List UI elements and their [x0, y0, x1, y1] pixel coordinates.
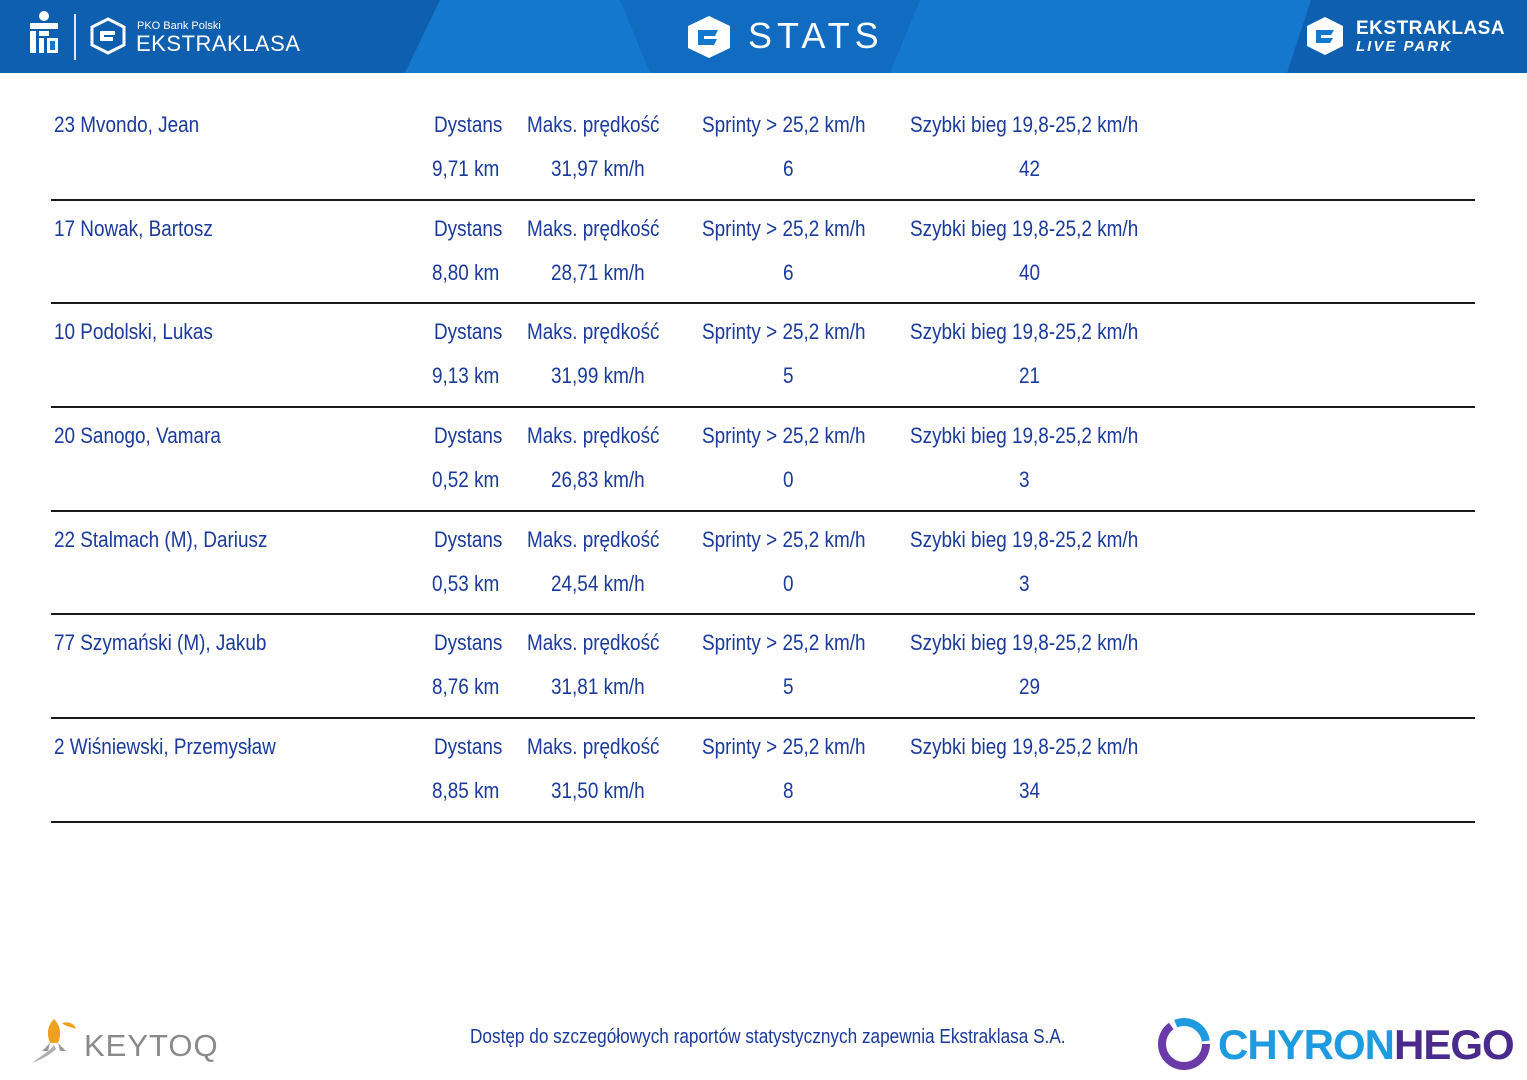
player-stats-table: [51, 97, 1475, 823]
player-name: 2 Wiśniewski, Przemysław: [54, 734, 276, 760]
distance-label: Dystans: [434, 215, 503, 241]
chyronhego-swirl-icon: [1156, 1016, 1212, 1072]
fast-run-label: Szybki bieg 19,8-25,2 km/h: [910, 319, 1139, 345]
livepark-logo-icon: [1303, 15, 1347, 57]
max-speed-value: 31,97 km/h: [551, 156, 645, 181]
player-name: 17 Nowak, Bartosz: [54, 215, 213, 241]
max-speed-label: Maks. prędkość: [527, 630, 660, 656]
distance-value: 8,76 km: [432, 674, 500, 700]
player-name: 22 Stalmach (M), Dariusz: [54, 526, 268, 552]
sprints-label: Sprinty > 25,2 km/h: [702, 630, 866, 656]
max-speed-value: 31,99 km/h: [551, 363, 645, 389]
max-speed-value: 31,50 km/h: [551, 778, 645, 804]
distance-value: 0,52 km: [432, 467, 500, 493]
fast-run-label: Szybki bieg 19,8-25,2 km/h: [910, 423, 1139, 449]
sprints-value: 8: [783, 778, 794, 804]
fast-run-label: Szybki bieg 19,8-25,2 km/h: [910, 734, 1139, 760]
header-divider: [74, 14, 76, 60]
header-banner: [0, 0, 1527, 73]
keytoq-logo: [28, 1015, 218, 1070]
distance-value: 8,80 km: [432, 259, 500, 285]
max-speed-label: Maks. prędkość: [527, 215, 660, 241]
player-name: 10 Podolski, Lukas: [54, 319, 213, 345]
fast-run-label: Szybki bieg 19,8-25,2 km/h: [910, 526, 1139, 552]
sprints-value: 5: [783, 363, 794, 389]
fast-run-value: 3: [1019, 570, 1030, 596]
brand-big-text: EKSTRAKLASA: [136, 31, 301, 56]
sprints-label: Sprinty > 25,2 km/h: [702, 734, 866, 760]
max-speed-value: 26,83 km/h: [551, 467, 645, 493]
sprints-label: Sprinty > 25,2 km/h: [702, 112, 866, 137]
sprints-label: Sprinty > 25,2 km/h: [702, 215, 866, 241]
sprints-value: 5: [783, 674, 794, 700]
brand-small-text: PKO Bank Polski: [137, 20, 221, 32]
player-row: [51, 408, 1475, 512]
player-row: [51, 304, 1475, 408]
distance-value: 8,85 km: [432, 778, 500, 804]
fast-run-label: Szybki bieg 19,8-25,2 km/h: [910, 112, 1139, 137]
chyron-part: CHYRON: [1218, 1021, 1395, 1068]
sprints-label: Sprinty > 25,2 km/h: [702, 526, 866, 552]
distance-label: Dystans: [434, 734, 503, 760]
keytoq-rocket-icon: [28, 1015, 80, 1067]
page-title: STATS: [748, 15, 884, 56]
fast-run-value: 21: [1019, 363, 1041, 389]
max-speed-value: 24,54 km/h: [551, 570, 645, 596]
max-speed-label: Maks. prędkość: [527, 319, 660, 345]
player-name: 20 Sanogo, Vamara: [54, 423, 221, 449]
player-name: 77 Szymański (M), Jakub: [54, 630, 267, 656]
livepark-subtitle: LIVE PARK: [1356, 38, 1453, 55]
sprints-label: Sprinty > 25,2 km/h: [702, 319, 866, 345]
fast-run-value: 29: [1019, 674, 1041, 700]
footer-note: Dostęp do szczegółowych raportów statystycznych zapewnia Ekstraklasa S.A.: [470, 1026, 1066, 1048]
fast-run-value: 40: [1019, 259, 1041, 285]
max-speed-label: Maks. prędkość: [527, 526, 660, 552]
distance-label: Dystans: [434, 526, 503, 552]
keytoq-wordmark: KEYTOQ: [84, 1028, 219, 1063]
fast-run-label: Szybki bieg 19,8-25,2 km/h: [910, 215, 1139, 241]
player-row: [51, 201, 1475, 305]
sprints-value: 6: [783, 259, 794, 285]
sprints-value: 0: [783, 467, 794, 493]
player-row: [51, 97, 1475, 201]
max-speed-label: Maks. prędkość: [527, 423, 660, 449]
player-name: 23 Mvondo, Jean: [54, 112, 200, 137]
distance-label: Dystans: [434, 630, 503, 656]
chyronhego-wordmark: [1218, 1021, 1514, 1069]
sprints-value: 0: [783, 570, 794, 596]
distance-value: 9,71 km: [432, 156, 500, 181]
max-speed-value: 28,71 km/h: [551, 259, 645, 285]
chyronhego-logo: [1156, 1016, 1516, 1072]
max-speed-label: Maks. prędkość: [527, 734, 660, 760]
distance-label: Dystans: [434, 319, 503, 345]
max-speed-label: Maks. prędkość: [527, 112, 660, 137]
fast-run-value: 42: [1019, 156, 1041, 181]
ekstraklasa-mark-icon: [88, 17, 128, 55]
sprints-label: Sprinty > 25,2 km/h: [702, 423, 866, 449]
player-row: [51, 512, 1475, 616]
max-speed-value: 31,81 km/h: [551, 674, 645, 700]
sprints-value: 6: [783, 156, 794, 181]
fast-run-value: 34: [1019, 778, 1041, 804]
hego-part: HEGO: [1394, 1021, 1514, 1068]
pko-bank-logo-icon: [26, 10, 62, 58]
distance-label: Dystans: [434, 112, 503, 137]
distance-value: 9,13 km: [432, 363, 500, 389]
livepark-title: EKSTRAKLASA: [1356, 18, 1506, 39]
fast-run-value: 3: [1019, 467, 1030, 493]
stats-logo-icon: [684, 14, 734, 60]
player-row: [51, 615, 1475, 719]
player-row: [51, 719, 1475, 823]
distance-label: Dystans: [434, 423, 503, 449]
distance-value: 0,53 km: [432, 570, 500, 596]
fast-run-label: Szybki bieg 19,8-25,2 km/h: [910, 630, 1139, 656]
